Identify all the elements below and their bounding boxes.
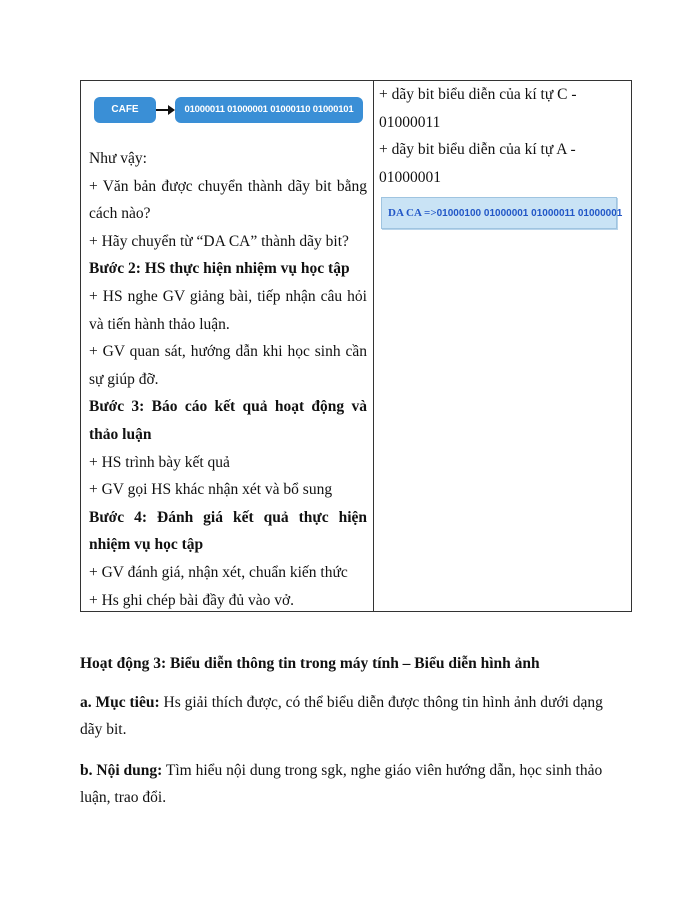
step-3-item-1: + HS trình bày kết quả [89,453,230,471]
goal-text-line-2: dãy bit. [80,721,127,738]
cafe-bits-box: 01000011 01000001 01000110 01000101 [175,97,363,123]
step-3-item-2: + GV gọi HS khác nhận xét và bổ sung [89,481,333,499]
question-2: + Hãy chuyển từ “DA CA” thành dãy bit? [89,232,349,250]
step-2-item-2-line-1: + GV quan sát, hướng dẫn khi học sinh cần [89,343,367,361]
question-1-line-2: cách nào? [89,205,151,223]
step-4-title-line-1: Bước 4: Đánh giá kết quả thực hiện [89,508,367,526]
step-4-item-1: + GV đánh giá, nhận xét, chuẩn kiến thức [89,563,348,581]
left-column [89,81,367,614]
section-heading: Hoạt động 3: Biểu diễn thông tin trong máy tính – Biểu diễn hình ảnh [80,655,540,672]
step-2-item-2-line-2: sự giúp đỡ. [89,370,159,388]
step-2-title: Bước 2: HS thực hiện nhiệm vụ học tập [89,260,350,278]
cafe-encoding-diagram [89,81,367,141]
arrow-head-icon [168,105,175,115]
content-text-line-1: Tìm hiểu nội dung trong sgk, nghe giáo viên hướng dẫn, học sinh thảo [162,762,603,779]
step-4-title-line-2: nhiệm vụ học tập [89,536,204,554]
intro-text: Như vậy: [89,150,147,167]
activity-table [80,80,632,612]
content-label: b. Nội dung: [80,762,163,779]
goal-paragraph [80,689,620,743]
cafe-label-box: CAFE [94,97,156,123]
goal-text-line-1: Hs giải thích được, có thể biểu diễn được thông tin hình ảnh dưới dạng [159,694,603,711]
char-c-line-1: + dãy bit biểu diễn của kí tự C - [379,86,577,103]
step-2-item-1-line-1: + HS nghe GV giảng bài, tiếp nhận câu hỏi [89,287,367,305]
da-ca-label: DA CA => [388,207,437,220]
goal-label: a. Mục tiêu: [80,694,160,711]
content-text-line-2: luận, trao đổi. [80,789,167,806]
step-3-title-line-2: thảo luận [89,425,152,443]
step-2-item-1-line-2: và tiến hành thảo luận. [89,315,230,333]
step-3-title-line-1: Bước 3: Báo cáo kết quả hoạt động và [89,398,367,416]
column-divider [373,81,374,611]
da-ca-bits: 01000100 01000001 01000011 01000001 [436,208,623,220]
char-a-line-1: + dãy bit biểu diễn của kí tự A - [379,141,576,159]
right-column [379,81,627,229]
step-4-item-2: + Hs ghi chép bài đầy đủ vào vở. [89,591,295,609]
da-ca-bits-box [381,197,623,229]
char-c-line-2: 01000011 [379,113,441,131]
char-a-line-2: 01000001 [379,168,441,186]
content-paragraph [80,757,620,811]
question-1-line-1: + Văn bản được chuyển thành dãy bit bằng [89,177,367,195]
